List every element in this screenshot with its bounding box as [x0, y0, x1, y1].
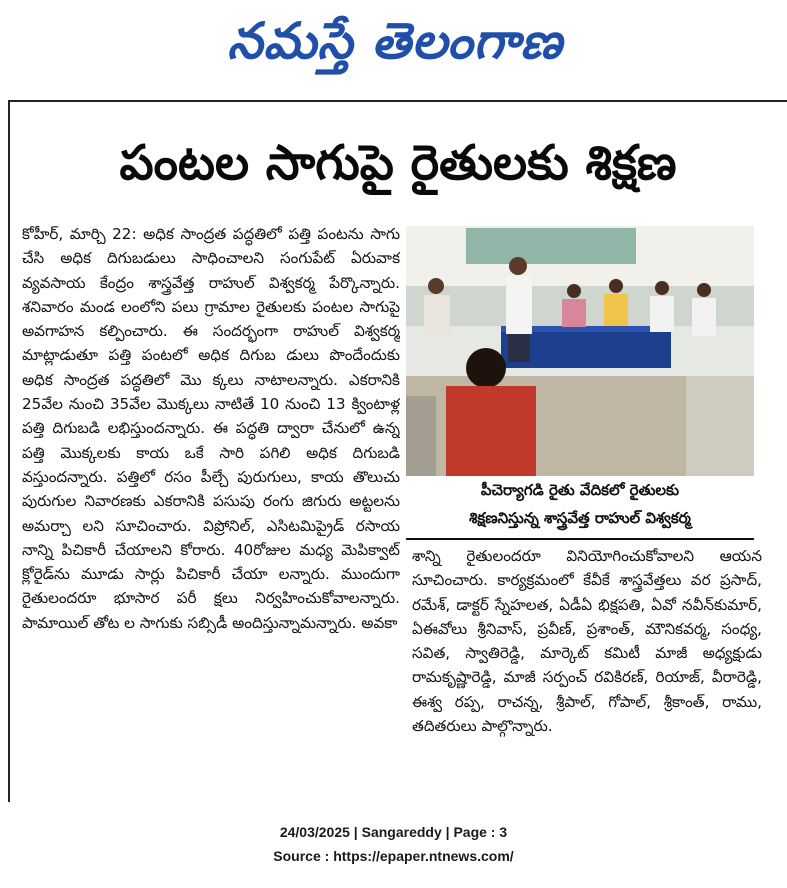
article-headline: పంటల సాగుపై రైతులకు శిక్షణ — [119, 135, 677, 191]
photo-caption — [406, 476, 754, 540]
photo-caption-line-2: శిక్షణనిస్తున్న శాస్త్రవేత్త రాహుల్ విశ్వకర్మ — [469, 509, 691, 527]
footer-date-edition: 24/03/2025 | Sangareddy | Page : 3 — [279, 824, 508, 840]
photo-caption-line-1: పీచెర్యాగడి రైతు వేదికలో రైతులకు — [480, 481, 680, 499]
news-photo-image — [406, 226, 754, 476]
article-column-left — [22, 222, 400, 794]
article-paragraph-1: కోహీర్, మార్చి 22: అధిక సాంద్రత పద్ధతిలో పత్తి పంటను సాగు చేసి అధిక దిగుబడులు సాధించాలని సంగుపేట్ ఏరువాక వ్యవసాయ కేంద్రం శాస్త్రవేత్త రాహుల్ విశ్వకర్మ పేర్కొన్నారు. శనివారం మండ లంలోని పలు గ్రామాల రైతులకు పంటల సాగుపై అవగాహన కల్పించారు. ఈ సందర్భంగా రాహుల్ విశ్వకర్మ మాట్లాడుతూ పత్తి పంటలో అధిక దిగుబ డులు పొందేందుకు అధిక సాంద్రత పద్ధతిలో మొ క్కలు నాటాలన్నారు. ఎకరానికి 25వేల నుంచి 35వేల మొక్కలు నాటితే 10 నుంచి 13 క్వింటాళ్ల పత్తి దిగుబడి లభిస్తుందన్నారు. ఈ పద్ధతి ద్వారా చేనులో ఉన్న పత్తి మొక్కలకు కాయ ఒకే సారి పగిలి అధిక దిగుబడి వస్తుందన్నారు. పత్తిలో రసం పీల్చే పురుగులు, కాయ తొలుచు పురుగుల నివారణకు ఎకరానికి పసుపు రంగు జిగురు అట్టలను అమర్చా లని సూచించారు. విప్రోనిల్, ఎసిటమిప్రైడ్ రసాయ నాన్ని పిచికారీ చేయాలని కోరారు. 40రోజుల మధ్య మెపిక్వాట్ క్లోరైడ్‌ను మూడు సార్లు పిచికారీ చేయా లన్నారు. ముందుగా రైతులందరూ భూసార పరీ క్షలు నిర్వహించుకోవాలన్నారు. పామాయిల్ తోట ల సాగుకు సబ్సిడీ అందిస్తున్నామన్నారు. అవకా — [22, 225, 400, 632]
footer-source-link[interactable]: Source : https://epaper.ntnews.com/ — [273, 848, 514, 864]
article-column-right — [412, 544, 762, 794]
article-paragraph-2: శాన్ని రైతులందరూ వినియోగించుకోవాలని ఆయన సూచించారు. కార్యక్రమంలో కేవీకే శాస్త్రవేత్తలు వర ప్రసాద్, రమేశ్, డాక్టర్ స్నేహలత, ఏడీఏ భిక్షపతి, ఏవో నవీన్‌కుమార్, ఏఈవోలు శ్రీనివాస్, ప్రవీణ్, ప్రశాంత్, మౌనికవర్మ, సంధ్య, సవిత, స్వాతిరెడ్డి, మార్కెట్ కమిటీ మాజీ అధ్యక్షుడు రామకృష్ణారెడ్డి, మాజీ సర్పంచ్ రవికిరణ్, రియాజ్, వీరారెడ్డి, ఈశ్వ రప్ప, రాచన్న, శ్రీపాల్, గోపాల్, శ్రీకాంత్, రాము, తదితరులు పాల్గొన్నారు. — [412, 547, 762, 736]
newspaper-masthead: నమస్తే తెలంగాణ — [227, 12, 563, 70]
news-photo — [406, 226, 754, 476]
page-footer — [0, 820, 787, 868]
